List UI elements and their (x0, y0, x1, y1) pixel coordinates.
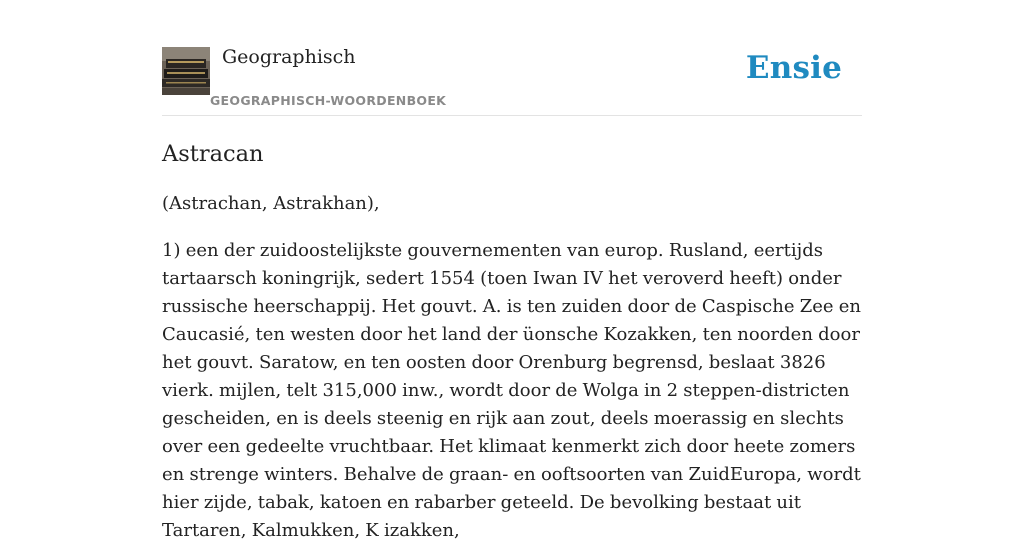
article-title: Astracan (162, 141, 264, 167)
book-spines-icon (162, 47, 210, 95)
publication-slug-link[interactable]: GEOGRAPHISCH-WOORDENBOEK (210, 93, 447, 108)
publication-avatar[interactable] (162, 47, 210, 95)
publication-header (162, 45, 862, 115)
article-alt-names: (Astrachan, Astrakhan), (162, 193, 380, 214)
header-divider (162, 115, 862, 116)
article (162, 138, 862, 545)
publication-name-link[interactable]: Geographisch (222, 46, 356, 68)
article-body: 1) een der zuidoostelijkste gouvernementen van europ. Rusland, eertijds tartaarsch koningrijk, sedert 1554 (toen Iwan IV het veroverd heeft) onder russische heerschappij. Het gouvt. A. is ten zuiden door de Caspische Zee en Caucasié, ten westen door het land der üonsche Kozakken, ten noorden door het gouvt. Saratow, en ten oosten door Orenburg begrensd, beslaat 3826 vierk. mijlen, telt 315,000 inw., wordt door de Wolga in 2 steppen-districten gescheiden, en is deels steenig en rijk aan zout, deels moerassig en slechts over een gedeelte vruchtbaar. Het klimaat kenmerkt zich door heete zomers en strenge winters. Behalve de graan- en ooftsoorten van ZuidEuropa, wordt hier zijde, tabak, katoen en rabarber geteeld. De bevolking bestaat uit Tartaren, Kalmukken, K izakken, (162, 240, 861, 541)
ensie-logo[interactable]: Ensie (745, 50, 842, 86)
